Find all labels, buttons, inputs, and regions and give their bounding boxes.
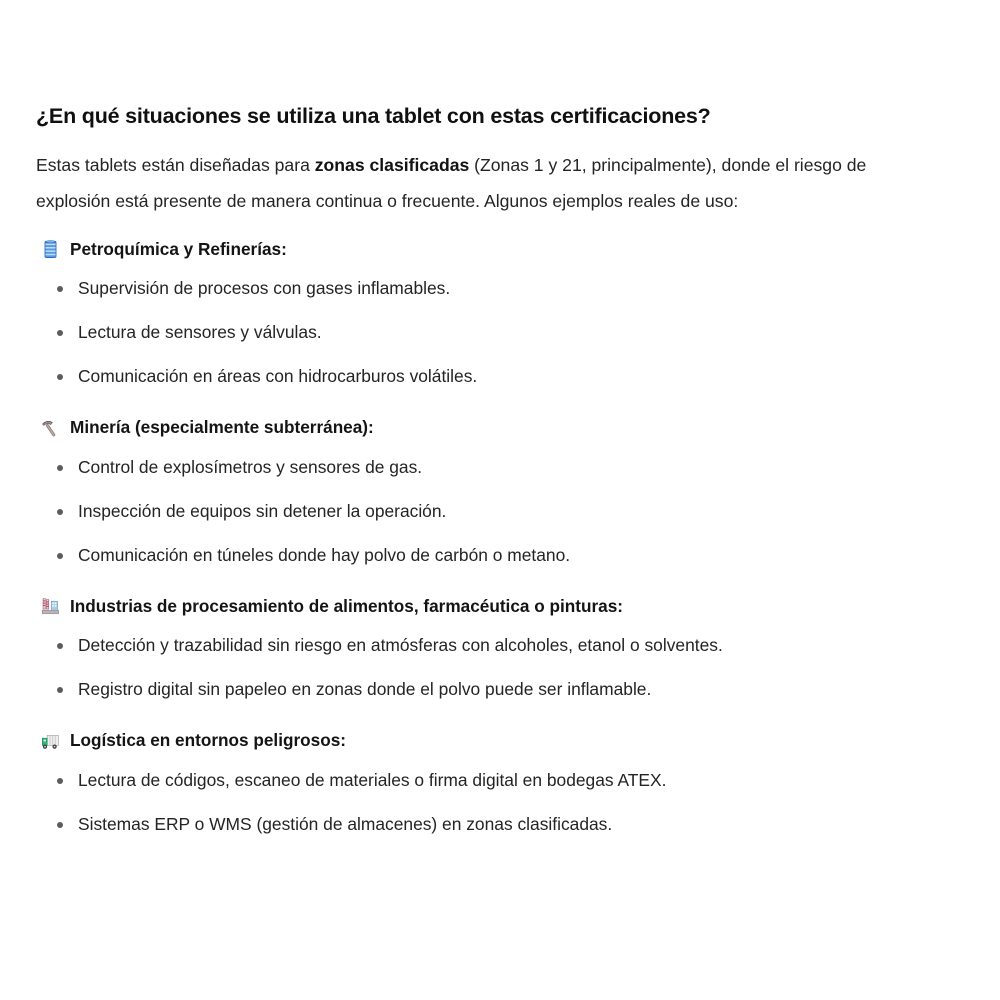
intro-paragraph: [36, 147, 940, 219]
list-item: Inspección de equipos sin detener la operación.: [36, 489, 940, 533]
list-item: Registro digital sin papeleo en zonas donde el polvo puede ser inflamable.: [36, 667, 940, 711]
section-heading-logistica: [40, 730, 940, 752]
page-title: ¿En qué situaciones se utiliza una tablet con estas certificaciones?: [36, 104, 711, 128]
list-item: Lectura de sensores y válvulas.: [36, 310, 940, 354]
factory-icon: [40, 596, 61, 617]
section-industrias: [36, 596, 940, 712]
section-mineria: [36, 417, 940, 577]
bullet-list-industrias: [36, 623, 940, 711]
list-item: Lectura de códigos, escaneo de materiales o firma digital en bodegas ATEX.: [36, 758, 940, 802]
section-logistica: [36, 730, 940, 846]
intro-emphasis: zonas clasificadas: [314, 154, 470, 175]
oil-drum-icon: [40, 239, 61, 260]
section-heading-petroquimica: [40, 239, 940, 261]
list-item: Sistemas ERP o WMS (gestión de almacenes) en zonas clasificadas.: [36, 802, 940, 846]
section-petroquimica: [36, 239, 940, 399]
section-heading-mineria: [40, 417, 940, 439]
intro-text-before: Estas tablets están diseñadas para: [36, 154, 315, 175]
bullet-list-logistica: [36, 758, 940, 846]
section-heading-label: Petroquímica y Refinerías:: [70, 238, 287, 259]
list-item: Control de explosímetros y sensores de gas.: [36, 445, 940, 489]
section-heading-label: Industrias de procesamiento de alimentos, farmacéutica o pinturas:: [70, 595, 624, 616]
bullet-list-petroquimica: [36, 266, 940, 398]
section-heading-industrias: [40, 596, 940, 618]
section-heading-label: Minería (especialmente subterránea):: [70, 417, 374, 438]
bullet-list-mineria: [36, 445, 940, 577]
delivery-truck-icon: [40, 731, 61, 752]
pickaxe-icon: [40, 418, 61, 439]
list-item: Comunicación en áreas con hidrocarburos volátiles.: [36, 354, 940, 398]
list-item: Supervisión de procesos con gases inflamables.: [36, 266, 940, 310]
list-item: Comunicación en túneles donde hay polvo de carbón o metano.: [36, 533, 940, 577]
list-item: Detección y trazabilidad sin riesgo en atmósferas con alcoholes, etanol o solventes.: [36, 623, 940, 667]
intro-text-after: (Zonas 1 y 21, principalmente), donde el riesgo de explosión está presente de manera continua o frecuente. Algunos ejemplos reales de uso:: [36, 154, 867, 211]
section-heading-label: Logística en entornos peligrosos:: [70, 730, 346, 751]
